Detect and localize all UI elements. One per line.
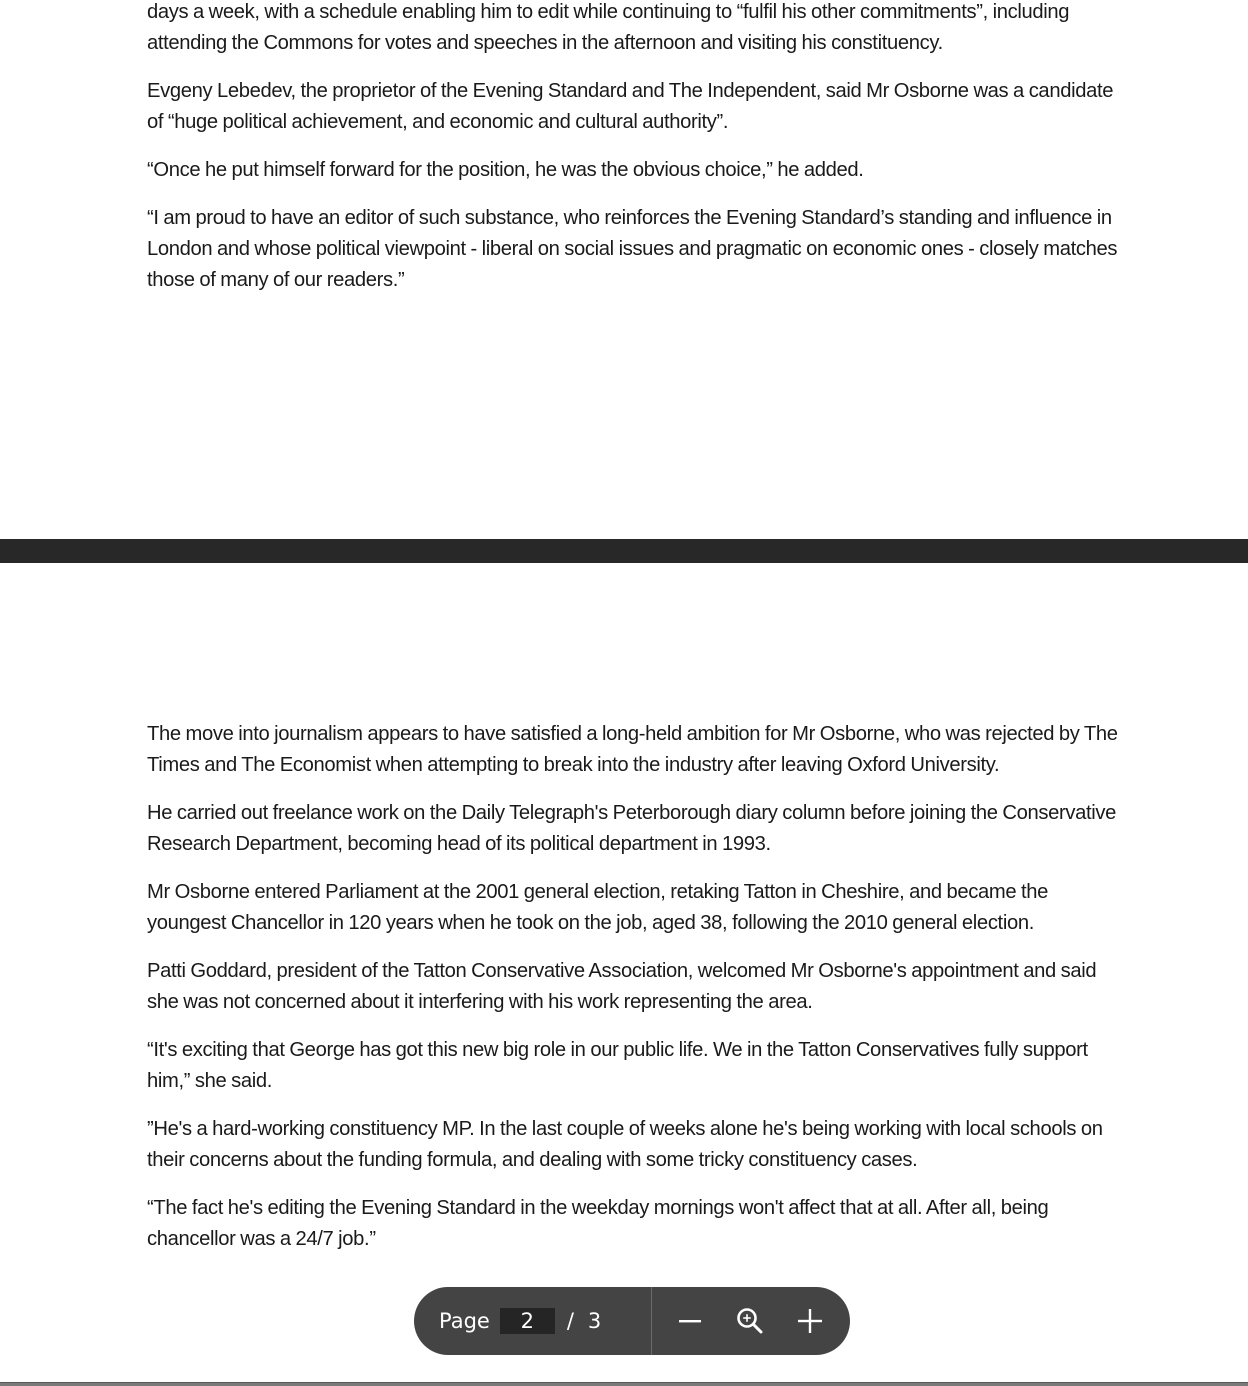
minus-icon [678, 1309, 702, 1333]
zoom-controls [652, 1287, 850, 1355]
paragraph: Evgeny Lebedev, the proprietor of the Evening Standard and The Independent, said Mr Osborne was a candidate of “huge political achievement, and economic and cultural authority”. [147, 80, 1114, 133]
page-2-text [147, 719, 1122, 1272]
page-navigation [414, 1287, 651, 1355]
paragraph: “Once he put himself forward for the position, he was the obvious choice,” he added. [147, 159, 864, 181]
paragraph: “The fact he's editing the Evening Standard in the weekday mornings won't affect that at all. After all, being chancellor was a 24/7 job.” [147, 1197, 1049, 1250]
paragraph: Mr Osborne entered Parliament at the 2001 general election, retaking Tatton in Cheshire, and became the youngest Chancellor in 120 years when he took on the job, aged 38, following the 2010 general election. [147, 881, 1048, 934]
paragraph: “It's exciting that George has got this new big role in our public life. We in the Tatton Conservatives fully support him,” she said. [147, 1039, 1088, 1092]
paragraph: days a week, with a schedule enabling him to edit while continuing to “fulfil his other commitments”, including attending the Commons for votes and speeches in the afternoon and visiting his constituency. [147, 1, 1070, 54]
horizontal-scrollbar[interactable] [0, 1382, 1248, 1386]
page-separator [0, 539, 1248, 563]
paragraph: The move into journalism appears to have satisfied a long-held ambition for Mr Osborne, who was rejected by The Times and The Economist when attempting to break into the industry after leaving Oxford University. [147, 723, 1118, 776]
page-label: Page [439, 1309, 490, 1333]
zoom-out-button[interactable] [670, 1301, 710, 1341]
zoom-magnifier-icon [735, 1306, 765, 1336]
document-page-2 [0, 563, 1248, 1382]
zoom-in-button[interactable] [790, 1301, 830, 1341]
paragraph: ”He's a hard-working constituency MP. In the last couple of weeks alone he's being working with local schools on their concerns about the funding formula, and dealing with some tricky constituency cases. [147, 1118, 1103, 1171]
paragraph: He carried out freelance work on the Daily Telegraph's Peterborough diary column before joining the Conservative Research Department, becoming head of its political department in 1993. [147, 802, 1116, 855]
page-separator-slash: / [566, 1309, 574, 1333]
page-number-input[interactable] [500, 1308, 555, 1334]
paragraph: “I am proud to have an editor of such substance, who reinforces the Evening Standard’s standing and influence in London and whose political viewpoint - liberal on social issues and pragmatic on economic ones - closely matches those of many of our readers.” [147, 207, 1118, 291]
total-pages: 3 [587, 1309, 602, 1333]
zoom-fit-button[interactable] [730, 1301, 770, 1341]
pdf-page-toolbar [414, 1287, 850, 1355]
plus-icon [797, 1308, 823, 1334]
document-page-1 [0, 0, 1248, 539]
page-1-text [147, 0, 1122, 313]
paragraph: Patti Goddard, president of the Tatton Conservative Association, welcomed Mr Osborne's appointment and said she was not concerned about it interfering with his work representing the area. [147, 960, 1097, 1013]
